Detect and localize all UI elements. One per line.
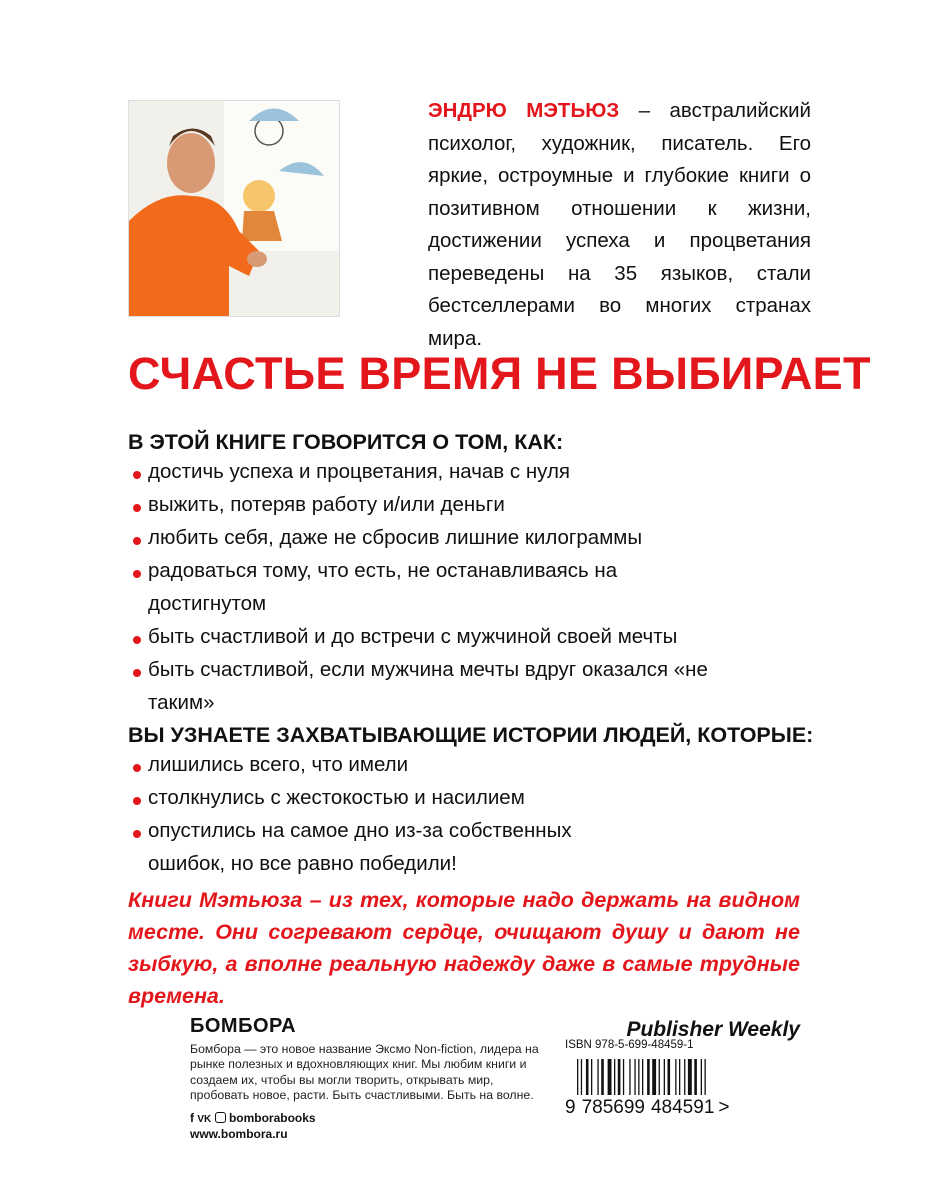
barcode-bar [684, 1059, 685, 1095]
barcode-bar [597, 1059, 598, 1095]
barcode-bars [565, 1059, 735, 1095]
barcode-arrow: > [718, 1097, 730, 1118]
book-title: СЧАСТЬЕ ВРЕМЯ НЕ ВЫБИРАЕТ [128, 348, 871, 399]
barcode-bar [591, 1059, 592, 1095]
main-column [128, 348, 871, 1044]
publisher-logo: БОМБОРА [190, 1015, 297, 1037]
barcode-bar [668, 1059, 671, 1095]
barcode-bar [614, 1059, 615, 1095]
barcode-bar [618, 1059, 621, 1095]
list-item: любить себя, даже не сбросив лишние килограммы [128, 521, 728, 554]
barcode [565, 1059, 755, 1121]
review-quote: Книги Мэтьюза – из тех, которые надо держать на видном месте. Они согревают сердце, очищают душу и дают не зыбкую, а вполне реальную надежду даже в самые трудные времена. [128, 888, 800, 1008]
barcode-digit-first: 9 [565, 1097, 576, 1118]
barcode-bar [701, 1059, 702, 1095]
section1-heading: В ЭТОЙ КНИГЕ ГОВОРИТСЯ О ТОМ, КАК: [128, 430, 564, 454]
barcode-bar [642, 1059, 643, 1095]
website: www.bombora.ru [190, 1127, 288, 1142]
author-bio [428, 95, 811, 355]
barcode-bar [608, 1059, 612, 1095]
barcode-bar [679, 1059, 680, 1095]
list-item: быть счастливой, если мужчина мечты вдруг оказался «не таким» [128, 653, 708, 719]
author-name: ЭНДРЮ МЭТЬЮЗ [428, 99, 620, 122]
list-item: достичь успеха и процветания, начав с нуля [128, 455, 728, 488]
instagram-icon [215, 1112, 226, 1123]
author-photo [128, 100, 340, 317]
barcode-bar [694, 1059, 697, 1095]
review-source: Publisher Weekly [626, 1018, 800, 1041]
list-item: лишились всего, что имели [128, 748, 668, 781]
barcode-digits-right: 484591 [650, 1097, 715, 1118]
publisher-block [190, 1013, 550, 1142]
list-item: выжить, потеряв работу и/или деньги [128, 488, 728, 521]
publisher-about: Бомбора — это новое название Эксмо Non-fiction, лидера на рынке полезных и вдохновляющих книг. Мы любим книги и создаем их, чтобы вы могли творить, открывать мир, пробовать новое, расти. Быть счастливыми. Быть на волне. [190, 1042, 539, 1102]
barcode-bar [675, 1059, 676, 1095]
barcode-bar [623, 1059, 624, 1095]
isbn-label: ISBN 978-5-699-48459-1 [565, 1039, 694, 1051]
barcode-bar [705, 1059, 706, 1095]
barcode-bar [664, 1059, 665, 1095]
author-bio-text: – австралийский психолог, художник, писатель. Его яркие, остроумные и глубокие книги о позитивном отношении к жизни, достижении успеха и процветания переведены на 35 языков, стали бестселлерами во многих странах мира. [428, 99, 812, 350]
social-handle: bomborabooks [228, 1111, 316, 1126]
section2-list [128, 748, 668, 880]
publisher-contacts [190, 1111, 550, 1142]
list-item: столкнулись с жестокостью и насилием [128, 781, 668, 814]
vk-icon: VK [197, 1114, 212, 1126]
barcode-bar [638, 1059, 639, 1095]
list-item: быть счастливой и до встречи с мужчиной своей мечты [128, 620, 728, 653]
section2-heading: ВЫ УЗНАЕТЕ ЗАХВАТЫВАЮЩИЕ ИСТОРИИ ЛЮДЕЙ, КОТОРЫЕ: [128, 723, 814, 747]
barcode-bar [581, 1059, 582, 1095]
facebook-icon: f [190, 1111, 194, 1126]
section1-list [128, 455, 728, 719]
barcode-bar [629, 1059, 630, 1095]
barcode-bar [577, 1059, 578, 1095]
barcode-bar [647, 1059, 650, 1095]
barcode-bar [659, 1059, 660, 1095]
barcode-digits-left: 785699 [581, 1097, 645, 1118]
list-item: опустились на самое дно из-за собственных ошибок, но все равно победили! [128, 814, 628, 880]
barcode-bar [586, 1059, 589, 1095]
barcode-bar [652, 1059, 656, 1095]
barcode-bar [634, 1059, 635, 1095]
list-item: радоваться тому, что есть, не останавливаясь на достигнутом [128, 554, 728, 620]
barcode-bar [601, 1059, 604, 1095]
barcode-bar [688, 1059, 692, 1095]
